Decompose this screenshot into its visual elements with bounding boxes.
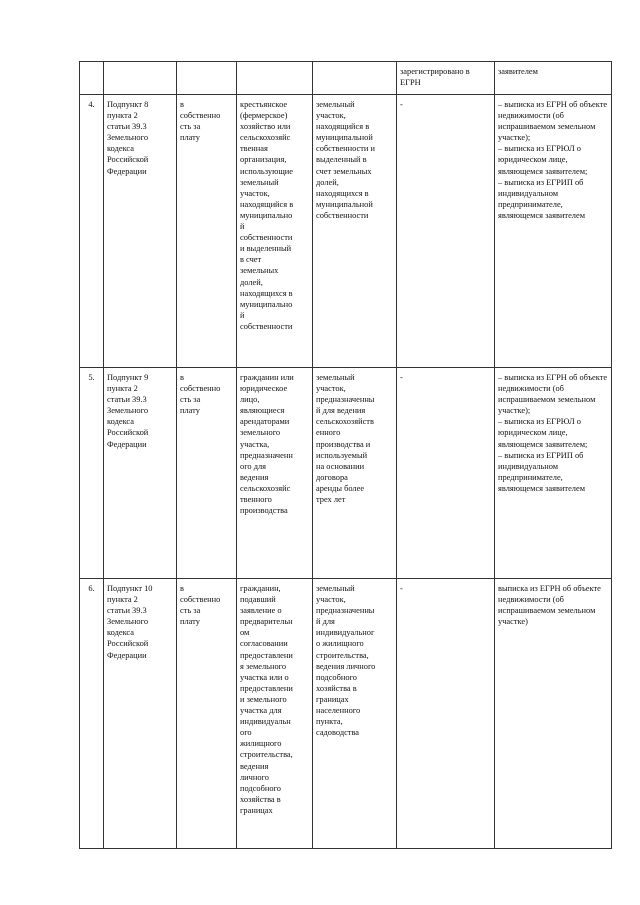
applicant-docs xyxy=(495,579,612,849)
requirements-table xyxy=(79,61,612,849)
doc-item: – выписка из ЕГРН об объекте недвижимости (об испрашиваемом земельном участке); xyxy=(498,100,608,143)
table-row xyxy=(80,368,612,579)
table-row xyxy=(80,579,612,849)
doc-item: выписка из ЕГРН об объекте недвижимости (об испрашиваемом земельном участке) xyxy=(498,584,601,627)
land-plot: земельный участок, предназначенны й для индивидуальног о жилищного строительства, ведения личного подсобного хозяйства в границах населенного пункта, садоводства xyxy=(313,579,397,849)
legal-basis: Подпункт 9 пункта 2 статьи 39.3 Земельного кодекса Российской Федерации xyxy=(104,368,177,579)
header-cell xyxy=(177,62,237,95)
legal-basis: Подпункт 8 пункта 2 статьи 39.3 Земельного кодекса Российской Федерации xyxy=(104,95,177,368)
registered-docs: - xyxy=(397,579,495,849)
header-cell xyxy=(313,62,397,95)
table-row xyxy=(80,95,612,368)
doc-item: – выписка из ЕГРЮЛ о юридическом лице, являющемся заявителем; xyxy=(498,417,588,449)
registered-docs: - xyxy=(397,95,495,368)
applicant-category: крестьянское (фермерское) хозяйство или сельскохозяйс твенная организация, использующие земельный участок, находящийся в муниципально й собственности и выделенный в счет земельных долей, находящихся в муниципально й собственности xyxy=(237,95,313,368)
doc-item: – выписка из ЕГРИП об индивидуальном предпринимателе, являющемся заявителем xyxy=(498,450,586,493)
land-plot: земельный участок, предназначенны й для ведения сельскохозяйств енного производства и используемый на основании договора аренды более трех лет xyxy=(313,368,397,579)
right-type: в собственно сть за плату xyxy=(177,368,237,579)
applicant-category: гражданин или юридическое лицо, являющиеся арендаторами земельного участка, предназначенн ого для ведения сельскохозяйс твенного производства xyxy=(237,368,313,579)
applicant-docs xyxy=(495,368,612,579)
doc-item: – выписка из ЕГРИП об индивидуальном предпринимателе, являющемся заявителем xyxy=(498,177,586,220)
row-number: 5. xyxy=(80,368,104,579)
doc-item: – выписка из ЕГРЮЛ о юридическом лице, являющемся заявителем; xyxy=(498,144,588,176)
header-cell-applicant: заявителем xyxy=(495,62,612,95)
header-cell-registered: зарегистрировано в ЕГРН xyxy=(397,62,495,95)
applicant-category: гражданин, подавший заявление о предварительн ом согласовании предоставлени я земельного участка или о предоставлени и земельного участка для индивидуальн ого жилищного строительства, ведения личного подсобного хозяйства в границах xyxy=(237,579,313,849)
doc-item: – выписка из ЕГРН об объекте недвижимости (об испрашиваемом земельном участке); xyxy=(498,373,608,416)
row-number: 4. xyxy=(80,95,104,368)
header-cell xyxy=(237,62,313,95)
land-plot: земельный участок, находящийся в муниципальной собственности и выделенный в счет земельных долей, находящихся в муниципальной собственности xyxy=(313,95,397,368)
right-type: в собственно сть за плату xyxy=(177,579,237,849)
applicant-docs xyxy=(495,95,612,368)
registered-docs: - xyxy=(397,368,495,579)
header-cell xyxy=(80,62,104,95)
header-cell xyxy=(104,62,177,95)
legal-basis: Подпункт 10 пункта 2 статьи 39.3 Земельного кодекса Российской Федерации xyxy=(104,579,177,849)
table-header-row xyxy=(80,62,612,95)
row-number: 6. xyxy=(80,579,104,849)
right-type: в собственно сть за плату xyxy=(177,95,237,368)
